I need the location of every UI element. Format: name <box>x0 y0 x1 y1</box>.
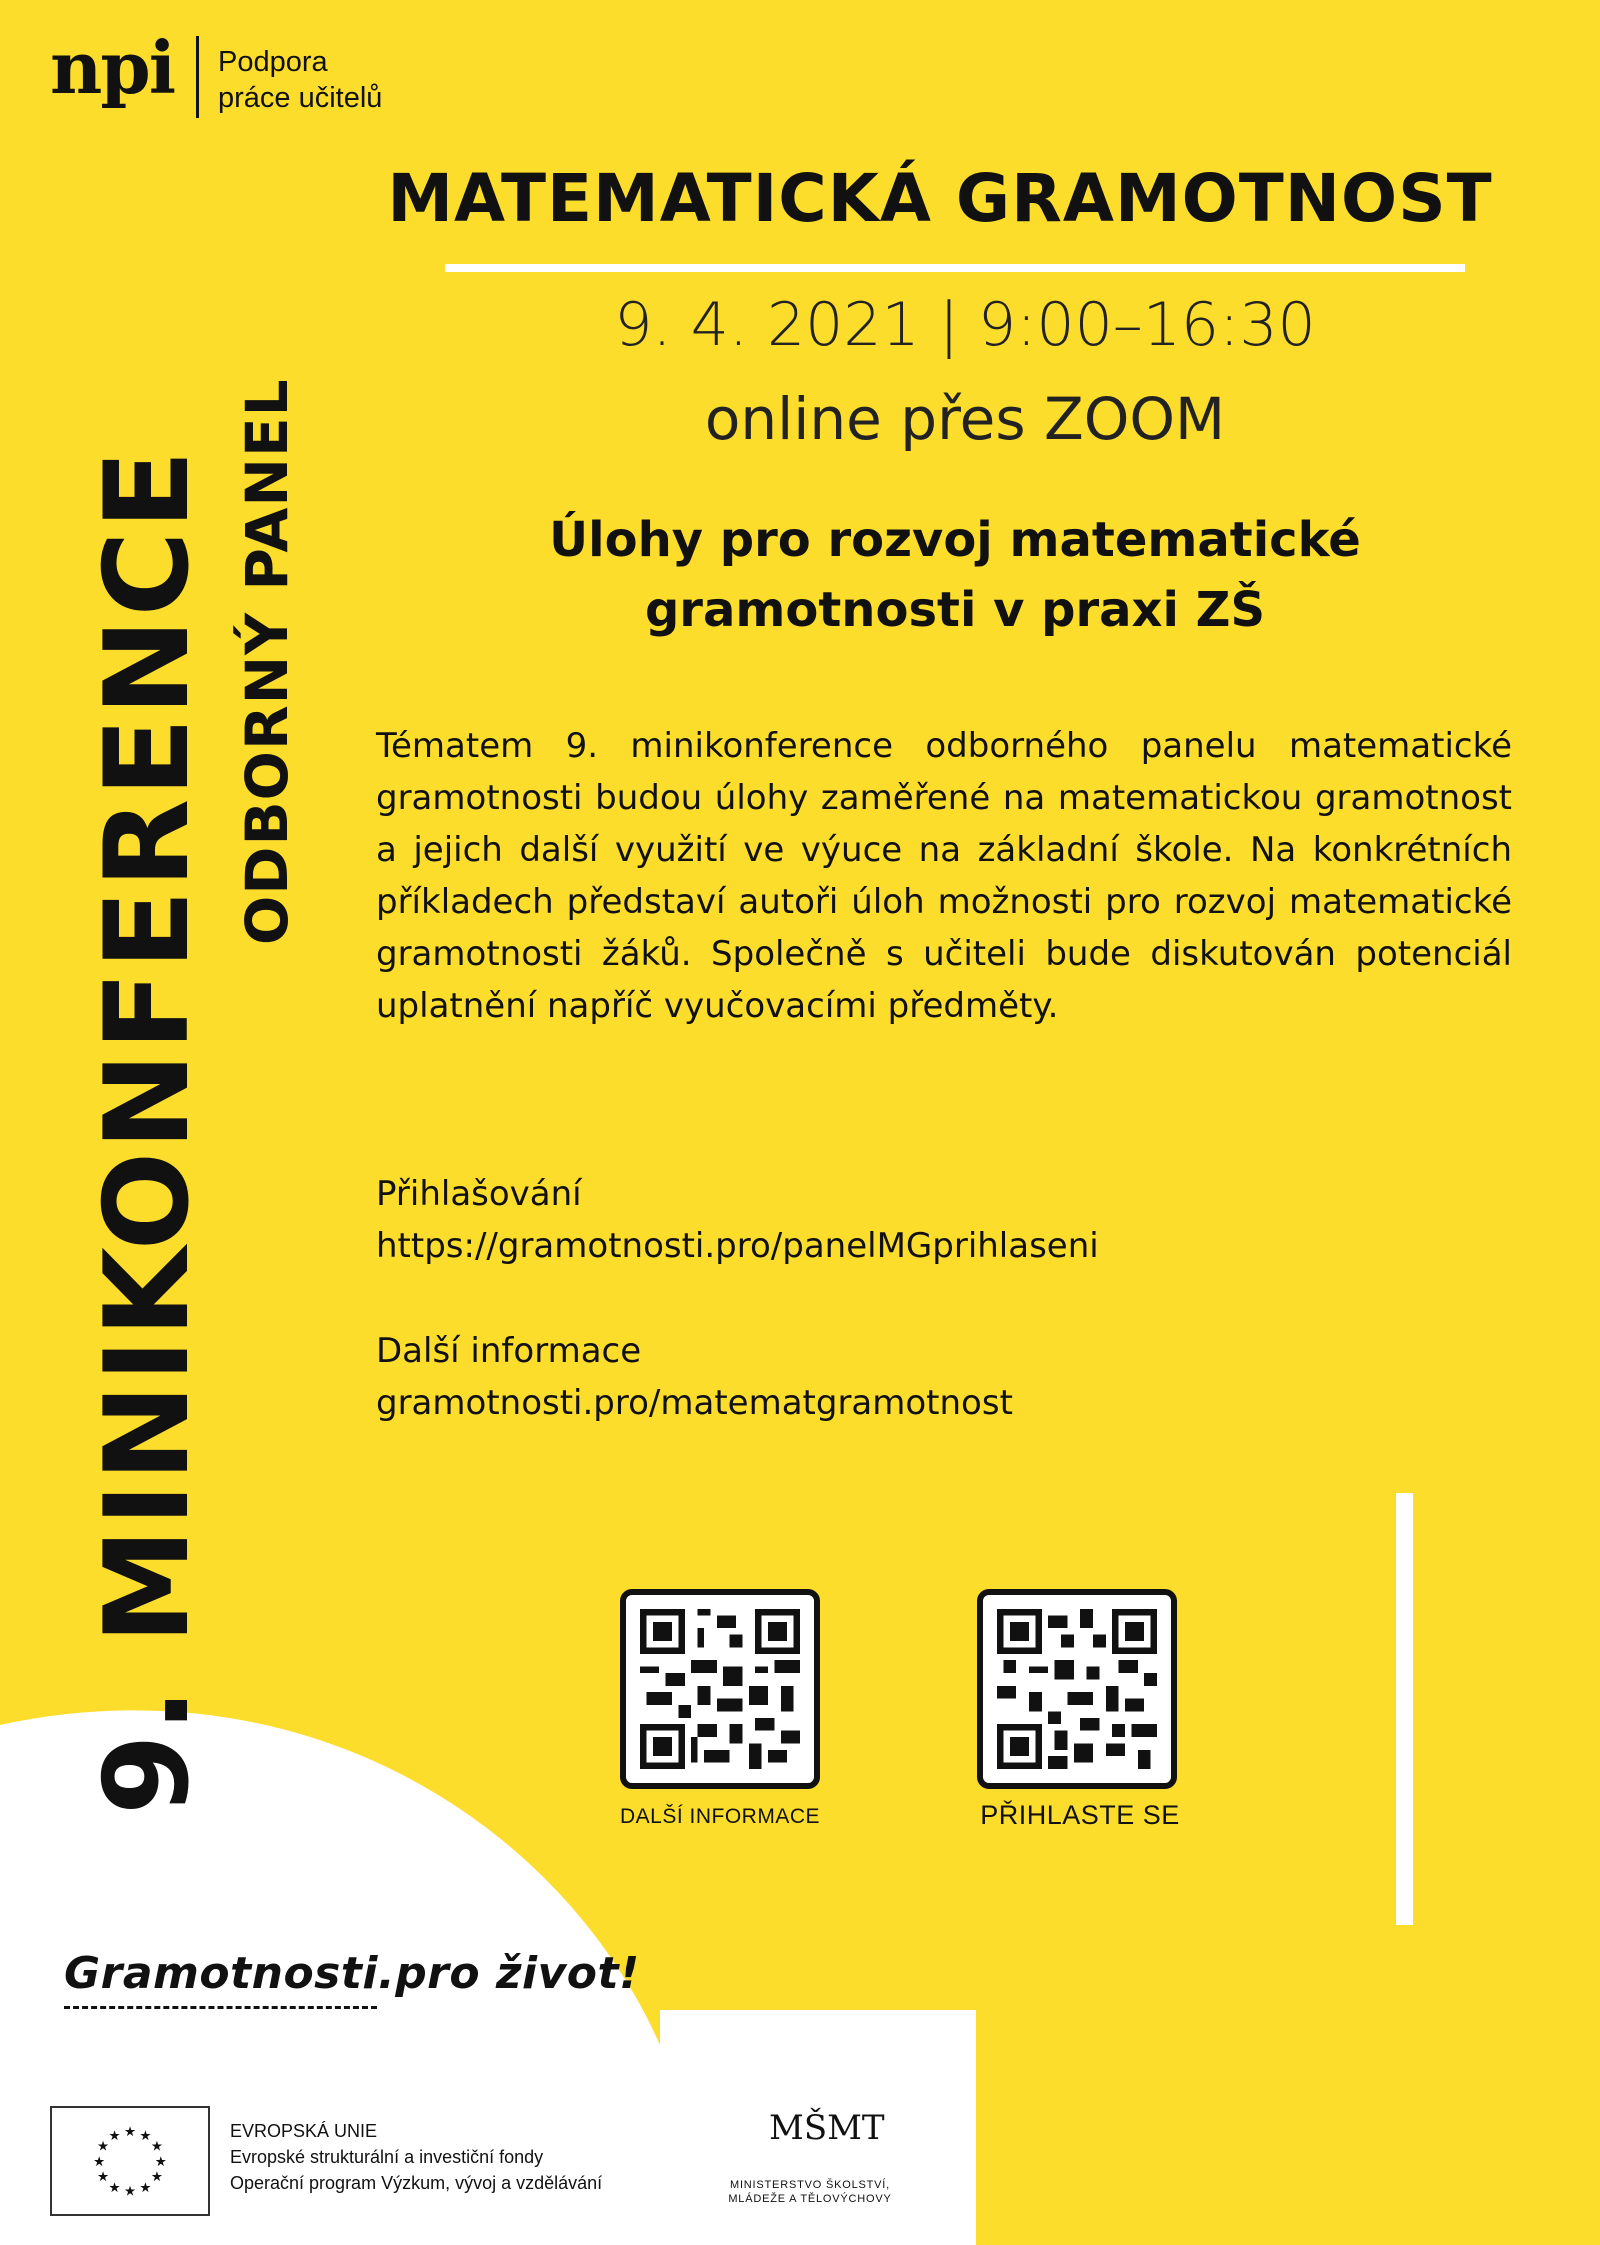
qr-pattern <box>640 1609 800 1769</box>
vertical-divider <box>1396 1493 1413 1925</box>
svg-text:★: ★ <box>123 2183 137 2200</box>
npi-logo: npi <box>50 25 175 110</box>
svg-text:★: ★ <box>96 2169 110 2186</box>
svg-text:★: ★ <box>139 2179 152 2196</box>
svg-text:★: ★ <box>96 2138 110 2155</box>
svg-text:★: ★ <box>154 2153 167 2170</box>
eu-flag-icon <box>50 2106 210 2216</box>
event-datetime: 9. 4. 2021 | 9:00–16:30 <box>614 290 1316 360</box>
more-info-label: Další informace <box>376 1331 642 1371</box>
msmt-line-1: MINISTERSTVO ŠKOLSTVÍ, <box>729 2179 890 2191</box>
registration-link[interactable]: https://gramotnosti.pro/panelMGprihlaseni <box>376 1226 1099 1266</box>
subtitle-line-1: Úlohy pro rozvoj matematické <box>549 512 1361 568</box>
eu-line-1: EVROPSKÁ UNIE <box>230 2121 378 2141</box>
msmt-logo <box>765 2105 885 2175</box>
more-info-section <box>376 1325 1013 1429</box>
svg-text:★: ★ <box>108 2127 121 2144</box>
registration-label: Přihlašování <box>376 1174 582 1214</box>
svg-text:★: ★ <box>150 2169 164 2186</box>
event-subtitle <box>380 505 1530 645</box>
vertical-conference-title: 9. MINIKONFERENCE <box>80 448 215 1815</box>
event-title: MATEMATICKÁ GRAMOTNOST <box>387 160 1493 237</box>
qr-code-more-info[interactable] <box>620 1589 820 1789</box>
tagline-line-2: práce učitelů <box>218 82 383 114</box>
eu-funding-text <box>230 2118 602 2196</box>
tagline-line-1: Podpora <box>218 46 328 78</box>
more-info-link[interactable]: gramotnosti.pro/matematgramotnost <box>376 1383 1013 1423</box>
svg-text:★: ★ <box>93 2153 106 2170</box>
eu-line-2: Evropské strukturální a investiční fondy <box>230 2147 544 2167</box>
svg-text:★: ★ <box>123 2123 137 2140</box>
logo-tagline <box>218 44 382 116</box>
slogan: Gramotnosti.pro život! <box>64 1948 640 1999</box>
qr-code-register[interactable] <box>977 1589 1177 1789</box>
qr-more-info-label: DALŠÍ INFORMACE <box>619 1805 821 1828</box>
msmt-text <box>700 2178 920 2206</box>
event-platform: online přes ZOOM <box>704 385 1226 453</box>
vertical-panel-subtitle: ODBORNÝ PANEL <box>233 378 301 945</box>
svg-text:★: ★ <box>150 2138 164 2155</box>
eu-line-3: Operační program Výzkum, vývoj a vzdělávání <box>230 2173 603 2193</box>
subtitle-line-2: gramotnosti v praxi ZŠ <box>644 582 1266 638</box>
svg-text:★: ★ <box>108 2179 121 2196</box>
qr-pattern <box>997 1609 1157 1769</box>
logo-divider <box>196 36 199 118</box>
msmt-line-2: MLÁDEŽE A TĚLOVÝCHOVY <box>728 2193 892 2205</box>
slogan-underline <box>64 2006 377 2009</box>
registration-section <box>376 1168 1099 1272</box>
event-description: Tématem 9. minikonference odborného panelu matematické gramotnosti budou úlohy zaměřené na matematickou gramotnost a jejich další využití ve výuce na základní škole. Na konkrétních příkladech představí autoři úloh možnosti pro rozvoj matematické gramotnosti žáků. Společně s učiteli bude diskutován potenciál uplatnění napříč vyučovacími předměty. <box>376 726 1512 1026</box>
msmt-logo-text: MŠMT <box>769 2108 885 2148</box>
qr-register-label: PŘIHLASTE SE <box>980 1800 1180 1830</box>
svg-text:★: ★ <box>139 2127 152 2144</box>
title-divider <box>445 264 1465 272</box>
